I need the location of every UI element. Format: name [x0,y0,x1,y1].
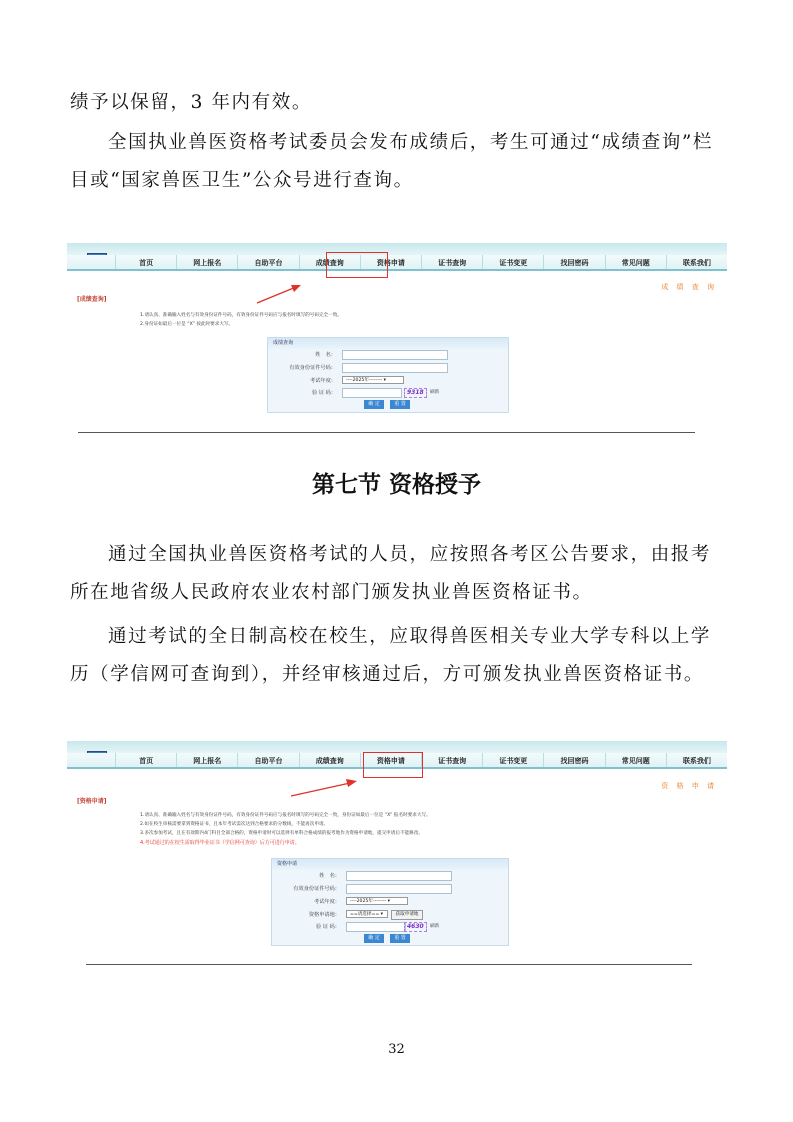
paragraph-certificate-issue: 通过全国执业兽医资格考试的人员，应按照各考区公告要求，由报考所在地省级人民政府农业农村部门颁发执业兽医资格证书。 [70,544,712,603]
paragraph-score-query: 全国执业兽医资格考试委员会发布成绩后，考生可通过“成绩查询”栏目或“国家兽医卫生”公众号进行查询。 [70,132,714,191]
form-title: 资格申请 [272,859,508,870]
page-number: 32 [388,1042,405,1057]
year-select-value: ----2025年-------- [346,378,383,383]
nav-register[interactable]: 网上报名 [176,255,237,269]
id-number-input[interactable] [342,363,448,373]
captcha-image: 4630 [404,922,427,932]
instruction-note: 2.如在校生审核需要拿到资格证书，且本年考试需次达到合格要求的分数线，不能再次申请。 [140,822,329,827]
form-row-name [268,350,508,360]
year-label: 考试年度： [310,378,336,384]
year-select[interactable]: ----2025年-------- ▾ [342,376,404,384]
form-row-place [272,910,508,920]
score-query-screenshot [67,243,727,415]
place-select[interactable]: ==请选择== ▾ [346,910,388,918]
form-row-year [268,376,508,386]
nav-faq[interactable]: 常见问题 [605,255,666,269]
form-row-id [272,884,508,894]
captcha-refresh-link[interactable]: 刷新 [430,924,440,929]
place-label: 资格申请地： [308,912,340,918]
form-row-captcha [268,388,508,398]
paragraph-carryover: 绩予以保留，3 年内有效。 [70,92,312,113]
id-number-input[interactable] [346,884,452,894]
nav-faq[interactable]: 常见问题 [605,753,666,767]
nav-self-service[interactable]: 自助平台 [237,255,298,269]
reset-button[interactable]: 重 置 [390,400,410,409]
nav-score-query[interactable]: 成绩查询 [299,753,360,767]
submit-button[interactable]: 确 定 [364,400,384,409]
section-title-right: 成 绩 查 询 [661,283,717,291]
instruction-note: 1.请认真、准确输入姓名与有效身份证件号码，有效身份证件号码应与报名时填写的号码完全一致。 [140,313,342,318]
nav-certificate-query[interactable]: 证书查询 [421,753,482,767]
place-select-value: ==请选择== [350,912,380,917]
nav-certificate-change[interactable]: 证书变更 [482,753,543,767]
nav-contact[interactable]: 联系我们 [666,753,727,767]
qualification-apply-form [271,858,509,946]
captcha-input[interactable] [346,922,406,932]
id-label: 有效身份证件号码： [289,365,336,371]
form-row-year [272,897,508,907]
year-select[interactable]: ----2025年-------- ▾ [346,897,408,905]
get-place-button[interactable]: 获取申请地 [391,910,423,920]
captcha-input[interactable] [342,388,402,398]
instruction-note-highlight: 4.考试通过的在校生需取得毕业证书（学信网可查询）后方可进行申请。 [140,840,300,846]
nav-certificate-change[interactable]: 证书变更 [482,255,543,269]
nav-recover-password[interactable]: 找回密码 [543,753,604,767]
nav-qualification-apply[interactable]: 资格申请 [360,255,421,269]
nav-contact[interactable]: 联系我们 [666,255,727,269]
captcha-refresh-link[interactable]: 刷新 [430,390,440,395]
divider [86,964,692,965]
nav-qualification-apply[interactable]: 资格申请 [360,753,421,767]
submit-button[interactable]: 确 定 [364,934,384,943]
nav-certificate-query[interactable]: 证书查询 [421,255,482,269]
instruction-note: 1.请认真、准确输入姓名与有效身份证件号码，有效身份证件号码应与报名时填写的号码完全一致，身份证如最后一位是 “X” 报名时要求大写。 [140,813,431,818]
score-query-form [267,337,509,413]
year-label: 考试年度： [314,899,340,905]
form-row-name [272,871,508,881]
divider [78,432,695,433]
name-label: 姓 名： [315,352,336,358]
name-label: 姓 名： [319,873,340,879]
reset-button[interactable]: 重 置 [390,934,410,943]
nav-register[interactable]: 网上报名 [176,753,237,767]
section-title-left: [成绩查询] [77,296,107,303]
captcha-label: 验 证 码： [311,390,336,396]
name-input[interactable] [346,871,452,881]
form-title: 成绩查询 [268,338,508,349]
nav-recover-password[interactable]: 找回密码 [543,255,604,269]
nav-self-service[interactable]: 自助平台 [237,753,298,767]
paragraph-students: 通过考试的全日制高校在校生，应取得兽医相关专业大学专科以上学历（学信网可查询到），并经审核通过后，方可颁发执业兽医资格证书。 [70,626,712,685]
qualification-apply-screenshot [67,741,727,946]
id-label: 有效身份证件号码： [293,886,340,892]
form-row-id [268,363,508,373]
section-title-left: [资格申请] [77,798,107,805]
nav-score-query[interactable]: 成绩查询 [299,255,360,269]
nav-home[interactable]: 首页 [115,255,176,269]
captcha-label: 验 证 码： [315,924,340,930]
instruction-note: 3.多次参加考试，且在有效期内4门科目全部合格的，资格申请时可以选择有单科合格成绩的报考地作为资格申请地，提交申请后不能修改。 [140,831,423,836]
name-input[interactable] [342,350,448,360]
form-row-captcha [272,922,508,932]
nav-home[interactable]: 首页 [115,753,176,767]
section-title-right: 资 格 申 请 [661,782,717,790]
year-select-value: ----2025年-------- [350,899,387,904]
captcha-image: 9318 [404,388,427,398]
section-heading: 第七节 资格授予 [311,472,481,498]
instruction-note: 2.身份证如最后一位是 “X” 按此时要求大写。 [140,322,234,327]
